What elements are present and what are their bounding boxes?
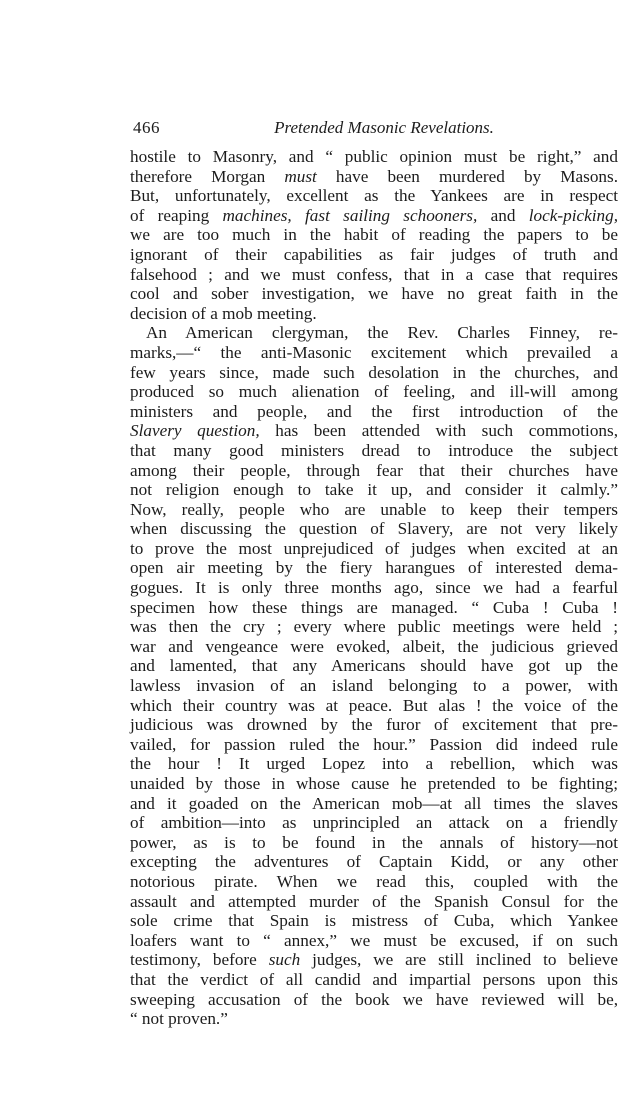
- text-line: [130, 225, 618, 245]
- text-line: [130, 402, 618, 422]
- text-run: and it goaded on the American mob—at all times the slaves: [130, 793, 618, 813]
- text-line: [130, 265, 618, 285]
- text-line: [130, 245, 618, 265]
- text-run: war and vengeance were evoked, albeit, the judicious grieved: [130, 636, 618, 656]
- text-run: produced so much alienation of feeling, and ill-will among: [130, 382, 618, 402]
- italic-text: such: [268, 950, 301, 970]
- italic-text: must: [284, 166, 317, 186]
- text-line: [130, 637, 618, 657]
- page-header: [130, 118, 618, 144]
- text-line: [130, 754, 618, 774]
- text-run: Now, really, people who are unable to keep their tempers: [130, 499, 618, 519]
- text-line: [130, 794, 618, 814]
- text-run: that many good ministers dread to introduce the subject: [130, 440, 618, 460]
- text-run: judicious was drowned by the furor of excitement that pre-: [130, 715, 618, 735]
- text-line: [130, 1009, 618, 1029]
- text-line: [130, 617, 618, 637]
- italic-text: lock-picking,: [528, 205, 618, 225]
- text-line: [130, 911, 618, 931]
- italic-text: machines, fast sailing schooners,: [222, 205, 478, 225]
- text-run: unaided by those in whose cause he pretended to be fighting;: [130, 774, 618, 793]
- text-line: [130, 715, 618, 735]
- text-line: [130, 598, 618, 618]
- text-line: [130, 206, 618, 226]
- text-line: [130, 539, 618, 559]
- text-run: has been attended with such commotions,: [259, 421, 618, 441]
- running-head: Pretended Masonic Revelations.: [274, 118, 494, 137]
- text-line: [130, 735, 618, 755]
- text-run: ignorant of their capabilities as fair judges of truth and: [130, 244, 618, 264]
- text-run: specimen how these things are managed. “ Cuba ! Cuba !: [130, 597, 618, 617]
- text-run: sole crime that Spain is mistress of Cuba, which Yankee: [130, 911, 618, 931]
- text-line: [130, 872, 618, 892]
- text-run: hostile to Masonry, and “ public opinion must be right,” and: [130, 147, 618, 166]
- text-run: and: [477, 205, 529, 225]
- text-run: of reaping: [130, 205, 223, 225]
- text-run: of ambition—into as unprincipled an attack on a friendly: [130, 813, 618, 833]
- text-line: [130, 480, 618, 500]
- text-run: testimony, before: [130, 950, 269, 970]
- text-line: [130, 284, 618, 304]
- text-line: [130, 774, 618, 794]
- text-line: [130, 147, 618, 167]
- text-run: gogues. It is only three months ago, since we had a fearful: [130, 578, 618, 598]
- text-run: and lamented, that any Americans should have got up the: [130, 656, 618, 676]
- text-run: open air meeting by the fiery harangues of interested dema-: [130, 558, 618, 578]
- text-line: [130, 813, 618, 833]
- page-number: 466: [133, 118, 160, 137]
- text-run: among their people, through fear that their churches have: [130, 460, 618, 480]
- text-run: cool and sober investigation, we have no great faith in the: [130, 284, 618, 304]
- text-run: But, unfortunately, excellent as the Yankees are in respect: [130, 186, 618, 206]
- text-line: [130, 950, 618, 970]
- text-line: [130, 186, 618, 206]
- text-line: [130, 500, 618, 520]
- text-run: falsehood ; and we must confess, that in a case that requires: [130, 264, 618, 284]
- text-run: power, as is to be found in the annals of history—not: [130, 832, 618, 852]
- text-line: [130, 167, 618, 187]
- text-run: to prove the most unprejudiced of judges when excited at an: [130, 538, 618, 558]
- text-run: lawless invasion of an island belonging to a power, with: [130, 676, 618, 696]
- text-line: [130, 990, 618, 1010]
- text-run: sweeping accusation of the book we have reviewed will be,: [130, 989, 618, 1009]
- text-run: when discussing the question of Slavery, are not very likely: [130, 519, 618, 539]
- text-run: judges, we are still inclined to believe: [300, 950, 618, 970]
- text-run: we are too much in the habit of reading the papers to be: [130, 225, 618, 245]
- text-line: [130, 676, 618, 696]
- text-line: [130, 519, 618, 539]
- text-run: therefore Morgan: [130, 166, 285, 186]
- text-run: excepting the adventures of Captain Kidd, or any other: [130, 852, 618, 872]
- text-line: [130, 363, 618, 383]
- text-run: that the verdict of all candid and impartial persons upon this: [130, 969, 618, 989]
- text-line: [130, 382, 618, 402]
- text-run: not religion enough to take it up, and consider it calmly.”: [130, 480, 618, 500]
- text-run: “ not proven.”: [130, 1009, 228, 1029]
- text-run: notorious pirate. When we read this, coupled with the: [130, 871, 618, 891]
- text-run: decision of a mob meeting.: [130, 303, 317, 323]
- text-run: ministers and people, and the first introduction of the: [130, 401, 618, 421]
- text-run: which their country was at peace. But alas ! the voice of the: [130, 695, 618, 715]
- text-run: loafers want to “ annex,” we must be excused, if on such: [130, 930, 618, 950]
- text-line: [130, 578, 618, 598]
- body-text: [130, 147, 618, 1029]
- text-run: marks,—“ the anti-Masonic excitement which prevailed a: [130, 342, 618, 362]
- italic-text: Slavery question,: [130, 421, 260, 441]
- text-line: [130, 558, 618, 578]
- text-run: An American clergyman, the Rev. Charles Finney, re-: [146, 323, 618, 343]
- text-run: the hour ! It urged Lopez into a rebellion, which was: [130, 754, 618, 774]
- text-line: [130, 441, 618, 461]
- text-run: vailed, for passion ruled the hour.” Passion did indeed rule: [130, 734, 618, 754]
- text-run: have been murdered by Masons.: [316, 166, 618, 186]
- text-line: [130, 323, 618, 343]
- text-line: [130, 421, 618, 441]
- text-line: [130, 852, 618, 872]
- text-line: [130, 833, 618, 853]
- text-line: [130, 656, 618, 676]
- text-line: [130, 343, 618, 363]
- text-line: [130, 892, 618, 912]
- text-line: [130, 461, 618, 481]
- text-line: [130, 970, 618, 990]
- text-line: [130, 304, 618, 324]
- text-run: was then the cry ; every where public meetings were held ;: [130, 617, 618, 637]
- text-run: few years since, made such desolation in the churches, and: [130, 362, 618, 382]
- text-line: [130, 696, 618, 716]
- text-run: assault and attempted murder of the Spanish Consul for the: [130, 891, 618, 911]
- text-line: [130, 931, 618, 951]
